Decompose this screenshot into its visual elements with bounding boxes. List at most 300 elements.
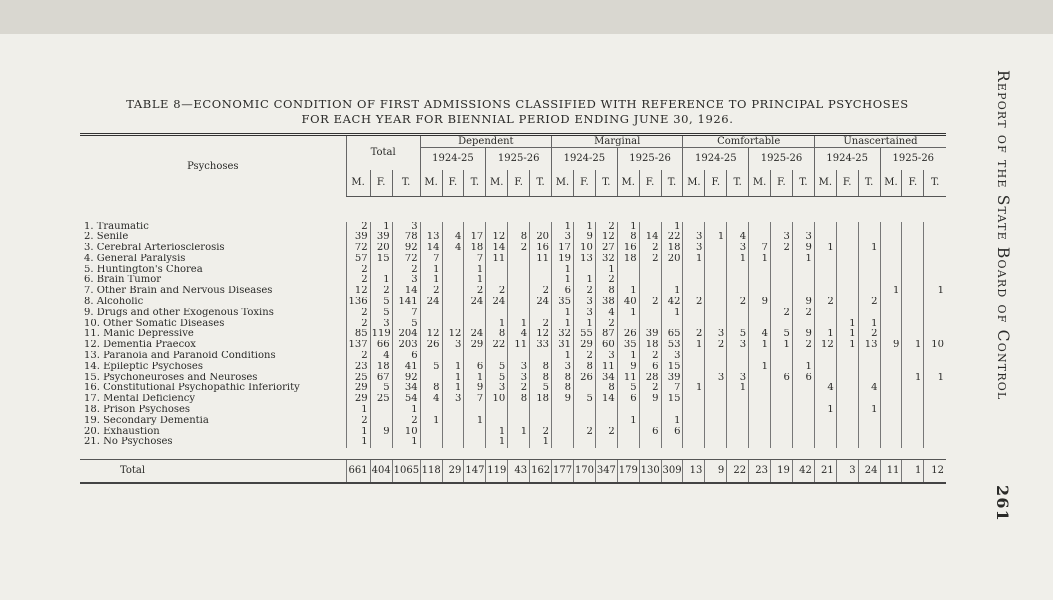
table-cell: 6 (771, 373, 793, 384)
table-cell: 7 (749, 243, 771, 254)
table-body (80, 196, 946, 483)
table-cell (639, 405, 661, 416)
table-cell: 16 (530, 243, 552, 254)
table-cell: 1 (749, 362, 771, 373)
table-cell (727, 362, 749, 373)
table-cell (771, 416, 793, 427)
table-cell: 2 (530, 427, 552, 438)
table-cell (530, 308, 552, 319)
table-cell (902, 351, 924, 362)
table-cell: 4 (749, 329, 771, 340)
table-cell: 2 (771, 308, 793, 319)
table-cell: 14 (639, 232, 661, 243)
table-cell: 2 (792, 308, 814, 319)
table-cell (858, 265, 880, 276)
table-cell: 1065 (392, 460, 420, 484)
table-cell (792, 405, 814, 416)
sub-header: F. (705, 170, 727, 197)
table-cell (902, 297, 924, 308)
table-cell (858, 254, 880, 265)
table-cell: 1 (420, 416, 442, 427)
table-cell (792, 286, 814, 297)
table-cell: 18 (639, 340, 661, 351)
table-cell (880, 383, 902, 394)
table-cell (486, 405, 508, 416)
table-cell: 25 (346, 373, 370, 384)
table-cell: 14 (595, 394, 617, 405)
table-cell: 5 (370, 297, 392, 308)
table-cell (771, 427, 793, 438)
table-cell: 2 (346, 275, 370, 286)
table-cell: 1 (727, 254, 749, 265)
table-cell (442, 416, 464, 427)
table-cell: 40 (617, 297, 639, 308)
sub-header: M. (617, 170, 639, 197)
table-title: TABLE 8—ECONOMIC CONDITION OF FIRST ADMISSIONS CLASSIFIED WITH REFERENCE TO PRINCIPAL PSYCHOSES (126, 97, 909, 111)
table-cell: 3 (552, 362, 574, 373)
table-cell (705, 254, 727, 265)
table-cell (880, 437, 902, 448)
table-cell: 29 (464, 340, 486, 351)
table-cell (530, 265, 552, 276)
table-cell (639, 319, 661, 330)
table-cell: 1 (617, 286, 639, 297)
table-cell: 6 (661, 427, 683, 438)
year-header: 1924-25 (814, 148, 880, 170)
table-cell (771, 286, 793, 297)
table-cell (814, 394, 836, 405)
table-cell: 9 (792, 243, 814, 254)
table-cell: 8 (595, 383, 617, 394)
row-label: 12. Dementia Praecox (84, 340, 196, 351)
table-cell (749, 319, 771, 330)
table-cell (880, 394, 902, 405)
table-cell (771, 222, 793, 233)
table-cell (924, 232, 946, 243)
year-header: 1924-25 (552, 148, 618, 170)
table-cell (727, 351, 749, 362)
table-cell: 23 (346, 362, 370, 373)
table-cell (508, 351, 530, 362)
table-row (80, 416, 946, 427)
table-cell: 1 (464, 275, 486, 286)
table-cell: 10 (924, 340, 946, 351)
table-cell (508, 308, 530, 319)
row-label: 18. Prison Psychoses (84, 405, 191, 416)
table-cell (902, 222, 924, 233)
table-cell (902, 308, 924, 319)
table-cell (639, 308, 661, 319)
table-cell: 204 (392, 329, 420, 340)
table-cell: 57 (346, 254, 370, 265)
table-cell (836, 243, 858, 254)
sub-header: M. (552, 170, 574, 197)
table-cell (858, 308, 880, 319)
table-cell (508, 286, 530, 297)
table-cell: 1 (814, 329, 836, 340)
table-cell (683, 416, 705, 427)
table-cell: 9 (749, 297, 771, 308)
year-header: 1925-26 (486, 148, 552, 170)
table-cell: 1 (464, 265, 486, 276)
table-cell: 6 (617, 394, 639, 405)
table-cell: 11 (617, 373, 639, 384)
sub-header: M. (346, 170, 370, 197)
table-cell (683, 405, 705, 416)
table-cell (814, 286, 836, 297)
table-cell: 2 (639, 254, 661, 265)
table-cell: 6 (392, 351, 420, 362)
table-cell (924, 329, 946, 340)
table-cell: 34 (595, 373, 617, 384)
table-cell (880, 373, 902, 384)
row-label: 6. Brain Tumor (84, 275, 162, 286)
table-cell: 1 (552, 351, 574, 362)
table-cell (661, 319, 683, 330)
table-cell: 13 (573, 254, 595, 265)
table-cell: 2 (683, 329, 705, 340)
table-cell: 661 (346, 460, 370, 484)
table-cell: 2 (639, 243, 661, 254)
table-cell: 136 (346, 297, 370, 308)
table-cell: 32 (552, 329, 574, 340)
table-cell: 11 (880, 460, 902, 484)
table-cell: 39 (661, 373, 683, 384)
table-cell (924, 394, 946, 405)
table-cell (924, 405, 946, 416)
table-cell: 309 (661, 460, 683, 484)
table-cell: 1 (727, 383, 749, 394)
table-cell: 25 (370, 394, 392, 405)
table-cell (683, 286, 705, 297)
table-cell (858, 286, 880, 297)
table-cell: 4 (442, 232, 464, 243)
table-cell: 7 (392, 308, 420, 319)
table-cell: 2 (346, 319, 370, 330)
row-label: 20. Exhaustion (84, 426, 160, 437)
table-cell: 2 (858, 329, 880, 340)
group-marginal: Marginal (552, 135, 683, 148)
table-cell (902, 275, 924, 286)
table-cell: 2 (595, 319, 617, 330)
table-cell (836, 308, 858, 319)
table-cell (880, 243, 902, 254)
table-cell: 4 (814, 383, 836, 394)
table-cell: 1 (442, 383, 464, 394)
table-cell: 1 (508, 427, 530, 438)
table-cell (639, 416, 661, 427)
row-label: 4. General Paralysis (84, 253, 186, 264)
table-cell (814, 319, 836, 330)
table-cell (639, 275, 661, 286)
table-cell (902, 319, 924, 330)
table-cell (814, 275, 836, 286)
table-cell: 67 (370, 373, 392, 384)
table-cell (858, 362, 880, 373)
table-cell: 3 (370, 319, 392, 330)
table-row (80, 427, 946, 438)
table-cell: 12 (420, 329, 442, 340)
table-cell: 5 (486, 373, 508, 384)
table-cell: 3 (683, 243, 705, 254)
table-cell (880, 232, 902, 243)
sub-header: T. (464, 170, 486, 197)
table-cell (442, 286, 464, 297)
table-cell: 24 (420, 297, 442, 308)
table-cell (595, 437, 617, 448)
table-cell (814, 222, 836, 233)
table-row (80, 437, 946, 448)
table-cell (573, 416, 595, 427)
table-cell: 1 (617, 351, 639, 362)
table-cell (771, 351, 793, 362)
table-row (80, 351, 946, 362)
sub-header: F. (836, 170, 858, 197)
table-cell: 1 (836, 329, 858, 340)
table-cell: 1 (464, 416, 486, 427)
table-cell (705, 405, 727, 416)
table-cell: 4 (858, 383, 880, 394)
table-cell (836, 394, 858, 405)
table-cell (530, 405, 552, 416)
table-cell (420, 351, 442, 362)
table-cell (749, 275, 771, 286)
table-cell: 2 (771, 243, 793, 254)
year-header: 1925-26 (617, 148, 683, 170)
table-cell (573, 437, 595, 448)
table-cell (749, 394, 771, 405)
table-cell (705, 351, 727, 362)
table-cell (705, 297, 727, 308)
table-cell: 1 (392, 405, 420, 416)
spacer-row (80, 448, 946, 459)
table-cell: 4 (595, 308, 617, 319)
table-cell: 24 (858, 460, 880, 484)
table-cell (924, 254, 946, 265)
table-cell (836, 416, 858, 427)
table-cell: 4 (727, 232, 749, 243)
table-cell: 1 (617, 416, 639, 427)
table-cell (880, 362, 902, 373)
table-cell: 3 (486, 383, 508, 394)
table-cell: 3 (392, 275, 420, 286)
table-cell: 14 (420, 243, 442, 254)
table-cell (464, 222, 486, 233)
table-cell: 29 (442, 460, 464, 484)
table-cell: 1 (464, 373, 486, 384)
table-cell (924, 416, 946, 427)
header-row-groups (80, 135, 946, 148)
table-cell: 2 (346, 416, 370, 427)
table-cell: 1 (486, 437, 508, 448)
table-cell: 42 (661, 297, 683, 308)
table-cell (880, 308, 902, 319)
table-cell: 8 (420, 383, 442, 394)
sub-header: T. (661, 170, 683, 197)
table-cell: 1 (880, 286, 902, 297)
table-cell: 9 (792, 329, 814, 340)
table-cell (442, 319, 464, 330)
table-cell (683, 319, 705, 330)
table-cell: 137 (346, 340, 370, 351)
row-label: 19. Secondary Dementia (84, 415, 209, 426)
table-cell (661, 437, 683, 448)
table-cell (705, 437, 727, 448)
table-cell (880, 275, 902, 286)
table-cell: 12 (595, 232, 617, 243)
table-cell (924, 222, 946, 233)
table-cell (880, 351, 902, 362)
table-cell (442, 254, 464, 265)
table-cell: 3 (392, 222, 420, 233)
table-cell (370, 437, 392, 448)
table-cell: 8 (486, 329, 508, 340)
table-cell: 11 (508, 340, 530, 351)
table-cell: 8 (508, 394, 530, 405)
table-cell: 119 (486, 460, 508, 484)
table-row (80, 405, 946, 416)
row-label: 5. Huntington's Chorea (84, 264, 203, 275)
table-cell (705, 383, 727, 394)
table-cell (420, 222, 442, 233)
table-cell: 1 (661, 222, 683, 233)
sub-header: T. (530, 170, 552, 197)
table-cell (370, 265, 392, 276)
table-cell: 23 (749, 460, 771, 484)
table-cell: 9 (880, 340, 902, 351)
table-cell (727, 394, 749, 405)
table-cell: 2 (858, 297, 880, 308)
table-cell: 12 (924, 460, 946, 484)
table-cell (705, 319, 727, 330)
sub-header: F. (771, 170, 793, 197)
table-cell: 2 (420, 286, 442, 297)
row-label: 7. Other Brain and Nervous Diseases (84, 286, 273, 297)
table-cell (749, 416, 771, 427)
year-header: 1924-25 (420, 148, 486, 170)
table-cell: 347 (595, 460, 617, 484)
table-cell: 24 (464, 329, 486, 340)
table-row (80, 297, 946, 308)
table-cell (771, 437, 793, 448)
table-cell: 2 (705, 340, 727, 351)
table-cell (880, 222, 902, 233)
table-cell: 9 (705, 460, 727, 484)
table-cell: 1 (370, 275, 392, 286)
table-cell (530, 416, 552, 427)
table-cell: 72 (346, 243, 370, 254)
table-cell (573, 265, 595, 276)
table-cell: 1 (595, 265, 617, 276)
table-cell (508, 297, 530, 308)
table-cell: 27 (595, 243, 617, 254)
table-cell (639, 437, 661, 448)
table-cell (705, 286, 727, 297)
sub-header: M. (683, 170, 705, 197)
table-cell (486, 351, 508, 362)
table-row (80, 383, 946, 394)
table-cell (508, 416, 530, 427)
sub-header: T. (792, 170, 814, 197)
table-cell: 3 (705, 329, 727, 340)
table-cell (924, 362, 946, 373)
table-cell: 3 (508, 373, 530, 384)
table-cell (683, 437, 705, 448)
table-cell (486, 265, 508, 276)
row-label: 21. No Psychoses (84, 437, 173, 448)
table-cell: 26 (573, 373, 595, 384)
table-cell: 60 (595, 340, 617, 351)
table-cell: 29 (573, 340, 595, 351)
sub-header: M. (749, 170, 771, 197)
table-cell (902, 243, 924, 254)
table-cell: 92 (392, 373, 420, 384)
table-cell: 2 (346, 308, 370, 319)
table-cell: 3 (508, 362, 530, 373)
year-header: 1925-26 (880, 148, 946, 170)
table-cell (836, 286, 858, 297)
table-cell (902, 427, 924, 438)
table-cell (749, 265, 771, 276)
page-shadow (0, 0, 1053, 34)
table-cell (683, 394, 705, 405)
table-cell: 3 (442, 340, 464, 351)
table-cell: 85 (346, 329, 370, 340)
table-cell (924, 297, 946, 308)
table-cell: 1 (661, 308, 683, 319)
table-cell (880, 319, 902, 330)
table-cell (814, 308, 836, 319)
table-cell (858, 416, 880, 427)
table-cell (880, 254, 902, 265)
table-cell (705, 243, 727, 254)
table-cell: 1 (771, 340, 793, 351)
table-cell (486, 275, 508, 286)
table-cell: 11 (595, 362, 617, 373)
table-cell: 12 (486, 232, 508, 243)
table-cell (442, 265, 464, 276)
table-cell (836, 373, 858, 384)
table-cell: 21 (814, 460, 836, 484)
row-label: 3. Cerebral Arteriosclerosis (84, 243, 225, 254)
table-cell (836, 297, 858, 308)
table-cell: 8 (530, 362, 552, 373)
table-cell: 2 (392, 416, 420, 427)
table-cell: 11 (530, 254, 552, 265)
table-cell (902, 254, 924, 265)
table-cell: 22 (661, 232, 683, 243)
table-cell (858, 427, 880, 438)
table-cell (595, 416, 617, 427)
table-cell: 9 (792, 297, 814, 308)
table-cell (924, 427, 946, 438)
sub-header: M. (814, 170, 836, 197)
row-label: 9. Drugs and other Exogenous Toxins (84, 307, 274, 318)
table-cell: 6 (464, 362, 486, 373)
table-cell (924, 437, 946, 448)
table-cell: 1 (573, 222, 595, 233)
table-cell (749, 286, 771, 297)
table-cell (836, 351, 858, 362)
table-cell: 5 (771, 329, 793, 340)
table-cell (880, 427, 902, 438)
table-cell: 35 (552, 297, 574, 308)
table-cell: 42 (792, 460, 814, 484)
table-cell (771, 265, 793, 276)
table-cell: 92 (392, 243, 420, 254)
table-cell: 3 (771, 232, 793, 243)
table-cell: 2 (392, 265, 420, 276)
